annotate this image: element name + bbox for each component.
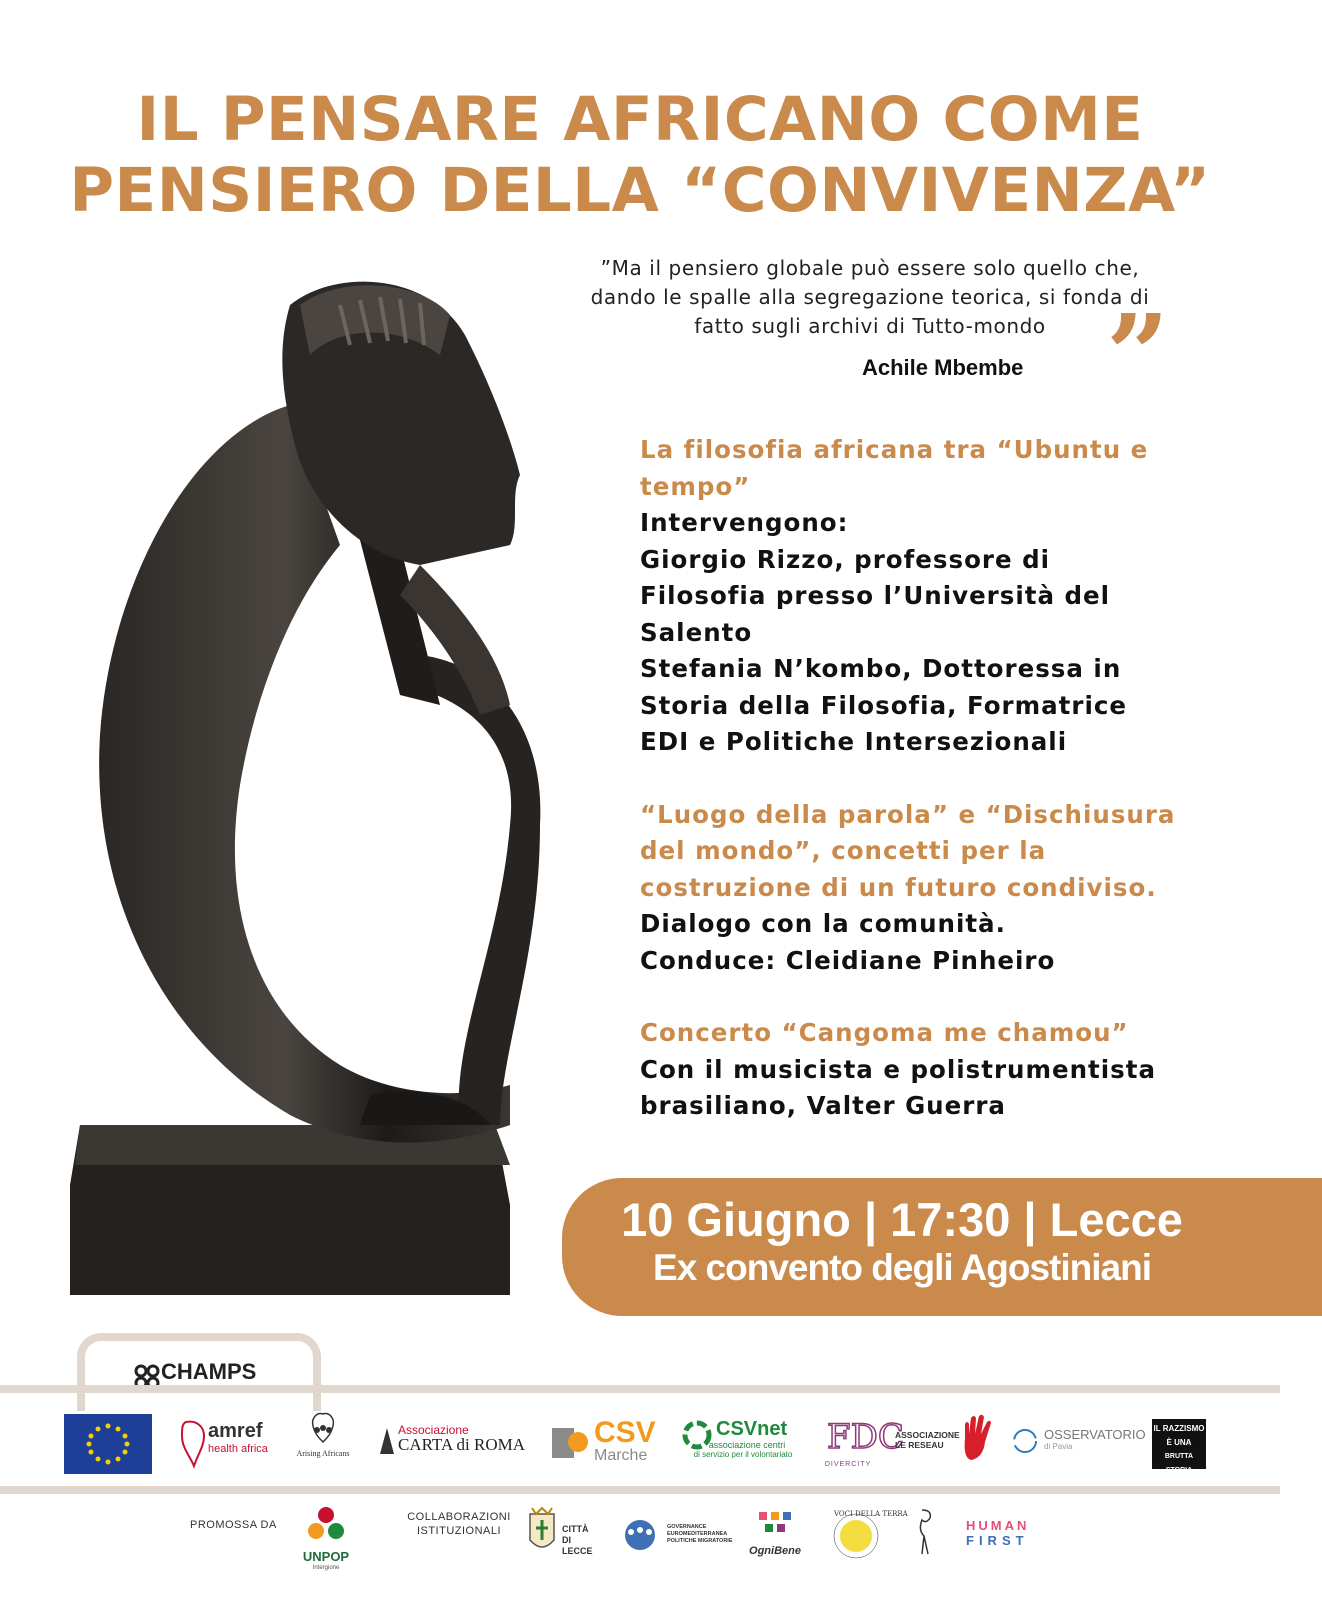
section-1-line-4: Salento: [640, 617, 753, 647]
quote-line-3: fatto sugli archivi di Tutto-mondo: [694, 314, 1046, 338]
voci-della-terra-logo: [826, 1504, 908, 1564]
section-1-line-7: EDI e Politiche Intersezionali: [640, 727, 1068, 756]
quote-line-1: ”Ma il pensiero globale può essere solo quello che,: [600, 256, 1140, 280]
human-first-logo: HUMAN FIRST: [966, 1518, 1030, 1548]
colorful-blocks-icon: [755, 1508, 795, 1540]
program: [640, 432, 1240, 1125]
citta-di-lecce-logo: CITTÀ DI LECCE: [526, 1506, 600, 1557]
festival-divercity-logo: FDC DIVERCITY: [818, 1412, 878, 1468]
section-1-title-line-1: La filosofia africana tra “Ubuntu e: [640, 435, 1149, 464]
section-2-title-line-1: “Luogo della parola” e “Dischiusura: [640, 799, 1176, 829]
event-date-time-place: 10 Giugno | 17:30 | Lecce: [621, 1193, 1183, 1246]
csvnet-swirl-icon: [682, 1420, 712, 1450]
voci-della-terra-text: VOCI DELLA TERRA: [834, 1510, 908, 1518]
governance-euromediterranea-logo: GOVERNANCE EUROMEDITERRANEA POLITICHE MIGRATORIE: [617, 1518, 737, 1545]
title-line-1: IL PENSARE AFRICANO COME: [136, 84, 1144, 155]
red-hand-icon: [959, 1414, 997, 1462]
amref-logo: amref health africa: [178, 1420, 278, 1455]
section-1-line-3: Filosofia presso l’Università del: [640, 581, 1111, 610]
razzismo-brutta-storia-logo: IL RAZZISMO È UNA BRUTTA STORIA: [1152, 1419, 1206, 1469]
le-reseau-logo: ASSOCIAZIONE LE RESEAU: [895, 1414, 1005, 1450]
quote-block: [550, 254, 1190, 341]
champs-tab: [77, 1333, 321, 1411]
csvnet-logo: CSVnet associazione centri di servizio per il volontariato: [682, 1418, 802, 1460]
section-gap: [640, 761, 1240, 797]
section-2-line-1: Dialogo con la comunità.: [640, 909, 1006, 938]
eu-flag-logo: [64, 1414, 152, 1474]
footer-band-top: [0, 1385, 1280, 1393]
quote-line-2: dando le spalle alla segregazione teorica, si fonda di: [590, 285, 1150, 309]
ognibene-logo: OgniBene: [742, 1508, 808, 1557]
svg-text:FDC: FDC: [827, 1417, 904, 1457]
section-2-title-line-2: del mondo”, concetti per la: [640, 836, 1047, 865]
csv-sun-icon: [550, 1422, 590, 1462]
institutional-collaborations-label: COLLABORAZIONI ISTITUZIONALI: [407, 1511, 511, 1537]
event-title: [0, 84, 1280, 226]
unpop-emblem-icon: [304, 1505, 348, 1545]
flamingo-logo-icon: [904, 1506, 940, 1558]
title-line-2: PENSIERO DELLA “CONVIVENZA”: [69, 155, 1211, 226]
section-1-line-6: Storia della Filosofia, Formatrice: [640, 690, 1127, 720]
section-1-line-5: Stefania N’kombo, Dottoressa in: [640, 654, 1122, 683]
promoted-by-label: PROMOSSA DA: [190, 1519, 277, 1531]
lecce-crest-icon: [526, 1506, 558, 1556]
thinker-sculpture-image: [40, 265, 600, 1325]
champs-label: CHAMPS: [161, 1359, 257, 1384]
people-group-icon: [303, 1410, 343, 1444]
event-venue: Ex convento degli Agostiniani: [653, 1247, 1151, 1288]
section-gap: [640, 979, 1240, 1015]
tower-icon: [378, 1428, 396, 1454]
section-3-title: Concerto “Cangoma me chamou”: [640, 1018, 1129, 1047]
arising-africans-logo: Arising Africans: [288, 1410, 358, 1458]
circle-icon: [1012, 1428, 1038, 1454]
people-crowd-icon: [617, 1518, 663, 1552]
event-info-banner: [562, 1178, 1322, 1316]
unpop-logo: UNPOP Intergione: [296, 1505, 356, 1572]
section-2-title-line-3: costruzione di un futuro condiviso.: [640, 872, 1157, 902]
csv-marche-logo: CSV Marche: [550, 1418, 660, 1464]
section-3-line-1: Con il musicista e polistrumentista: [640, 1054, 1156, 1084]
section-2-line-2: Conduce: Cleidiane Pinheiro: [640, 945, 1056, 975]
africa-outline-icon: [178, 1420, 208, 1470]
section-1-line-1: Intervengono:: [640, 508, 849, 537]
osservatorio-logo: OSSERVATORIO di Pavia: [1012, 1428, 1142, 1451]
section-1-line-2: Giorgio Rizzo, professore di: [640, 544, 1051, 574]
section-3-line-2: brasiliano, Valter Guerra: [640, 1091, 1006, 1120]
closing-quote-icon: ”: [1106, 290, 1170, 419]
section-1-title-line-2: tempo”: [640, 471, 751, 501]
carta-di-roma-logo: Associazione CARTA di ROMA: [378, 1424, 528, 1454]
quote-author: Achile Mbembe: [862, 355, 1024, 380]
footer-band-middle: [0, 1486, 1280, 1494]
